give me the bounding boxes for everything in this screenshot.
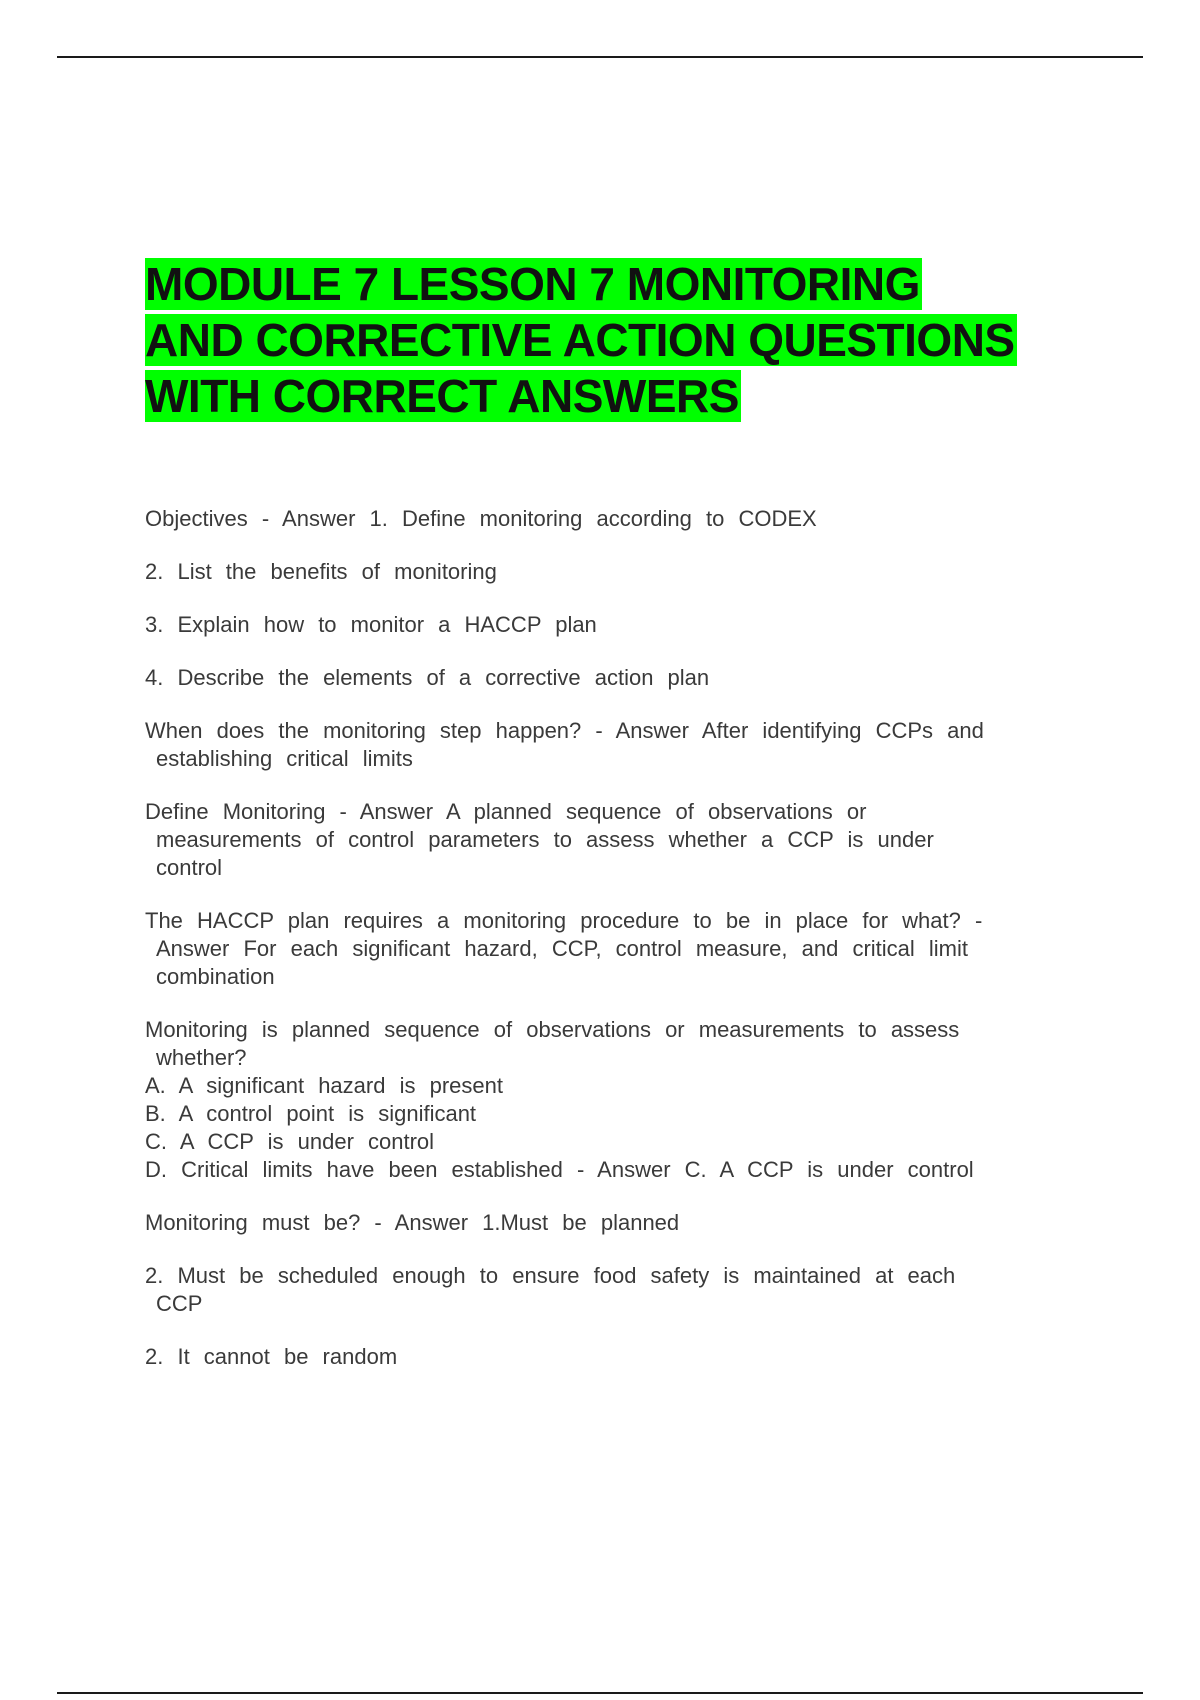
qa-line: The HACCP plan requires a monitoring procedure to be in place for what? - <box>145 908 983 933</box>
option-d: D. Critical limits have been established - Answer C. A CCP is under control <box>145 1157 974 1182</box>
qa-line: Monitoring is planned sequence of observations or measurements to assess <box>145 1017 960 1042</box>
paragraph-objectives: Objectives - Answer 1. Define monitoring according to CODEX <box>145 506 817 531</box>
option-b: B. A control point is significant <box>145 1101 477 1126</box>
qa-line: control <box>156 855 223 880</box>
qa-monitoring-step <box>145 717 1070 773</box>
paragraph-objective-2: 2. List the benefits of monitoring <box>145 559 497 584</box>
title-line-2: AND CORRECTIVE ACTION QUESTIONS <box>145 314 1015 366</box>
option-a: A. A significant hazard is present <box>145 1073 503 1098</box>
qa-haccp-plan <box>145 907 1070 991</box>
qa-define-monitoring <box>145 798 1070 882</box>
qa-line: establishing critical limits <box>156 746 413 771</box>
document-body <box>145 505 1070 1396</box>
option-c: C. A CCP is under control <box>145 1129 435 1154</box>
paragraph-not-random: 2. It cannot be random <box>145 1344 398 1369</box>
qa-line: Define Monitoring - Answer A planned sequence of observations or <box>145 799 867 824</box>
qa-line: combination <box>156 964 275 989</box>
title-line-3: WITH CORRECT ANSWERS <box>145 370 739 422</box>
qa-line: 2. Must be scheduled enough to ensure food safety is maintained at each <box>145 1263 956 1288</box>
qa-monitoring-must-be: Monitoring must be? - Answer 1.Must be planned <box>145 1210 680 1235</box>
qa-line: CCP <box>156 1291 203 1316</box>
qa-line: whether? <box>156 1045 247 1070</box>
title-line-1: MODULE 7 LESSON 7 MONITORING <box>145 258 920 310</box>
bottom-rule <box>57 1692 1143 1694</box>
qa-line: measurements of control parameters to assess whether a CCP is under <box>156 827 934 852</box>
top-rule <box>57 56 1143 58</box>
qa-line: Answer For each significant hazard, CCP, control measure, and critical limit <box>156 936 969 961</box>
document-title <box>145 256 1095 424</box>
paragraph-objective-4: 4. Describe the elements of a corrective action plan <box>145 665 710 690</box>
paragraph-objective-3: 3. Explain how to monitor a HACCP plan <box>145 612 597 637</box>
qa-multiple-choice <box>145 1016 1070 1184</box>
paragraph-scheduled <box>145 1262 1070 1318</box>
qa-line: When does the monitoring step happen? - Answer After identifying CCPs and <box>145 718 984 743</box>
